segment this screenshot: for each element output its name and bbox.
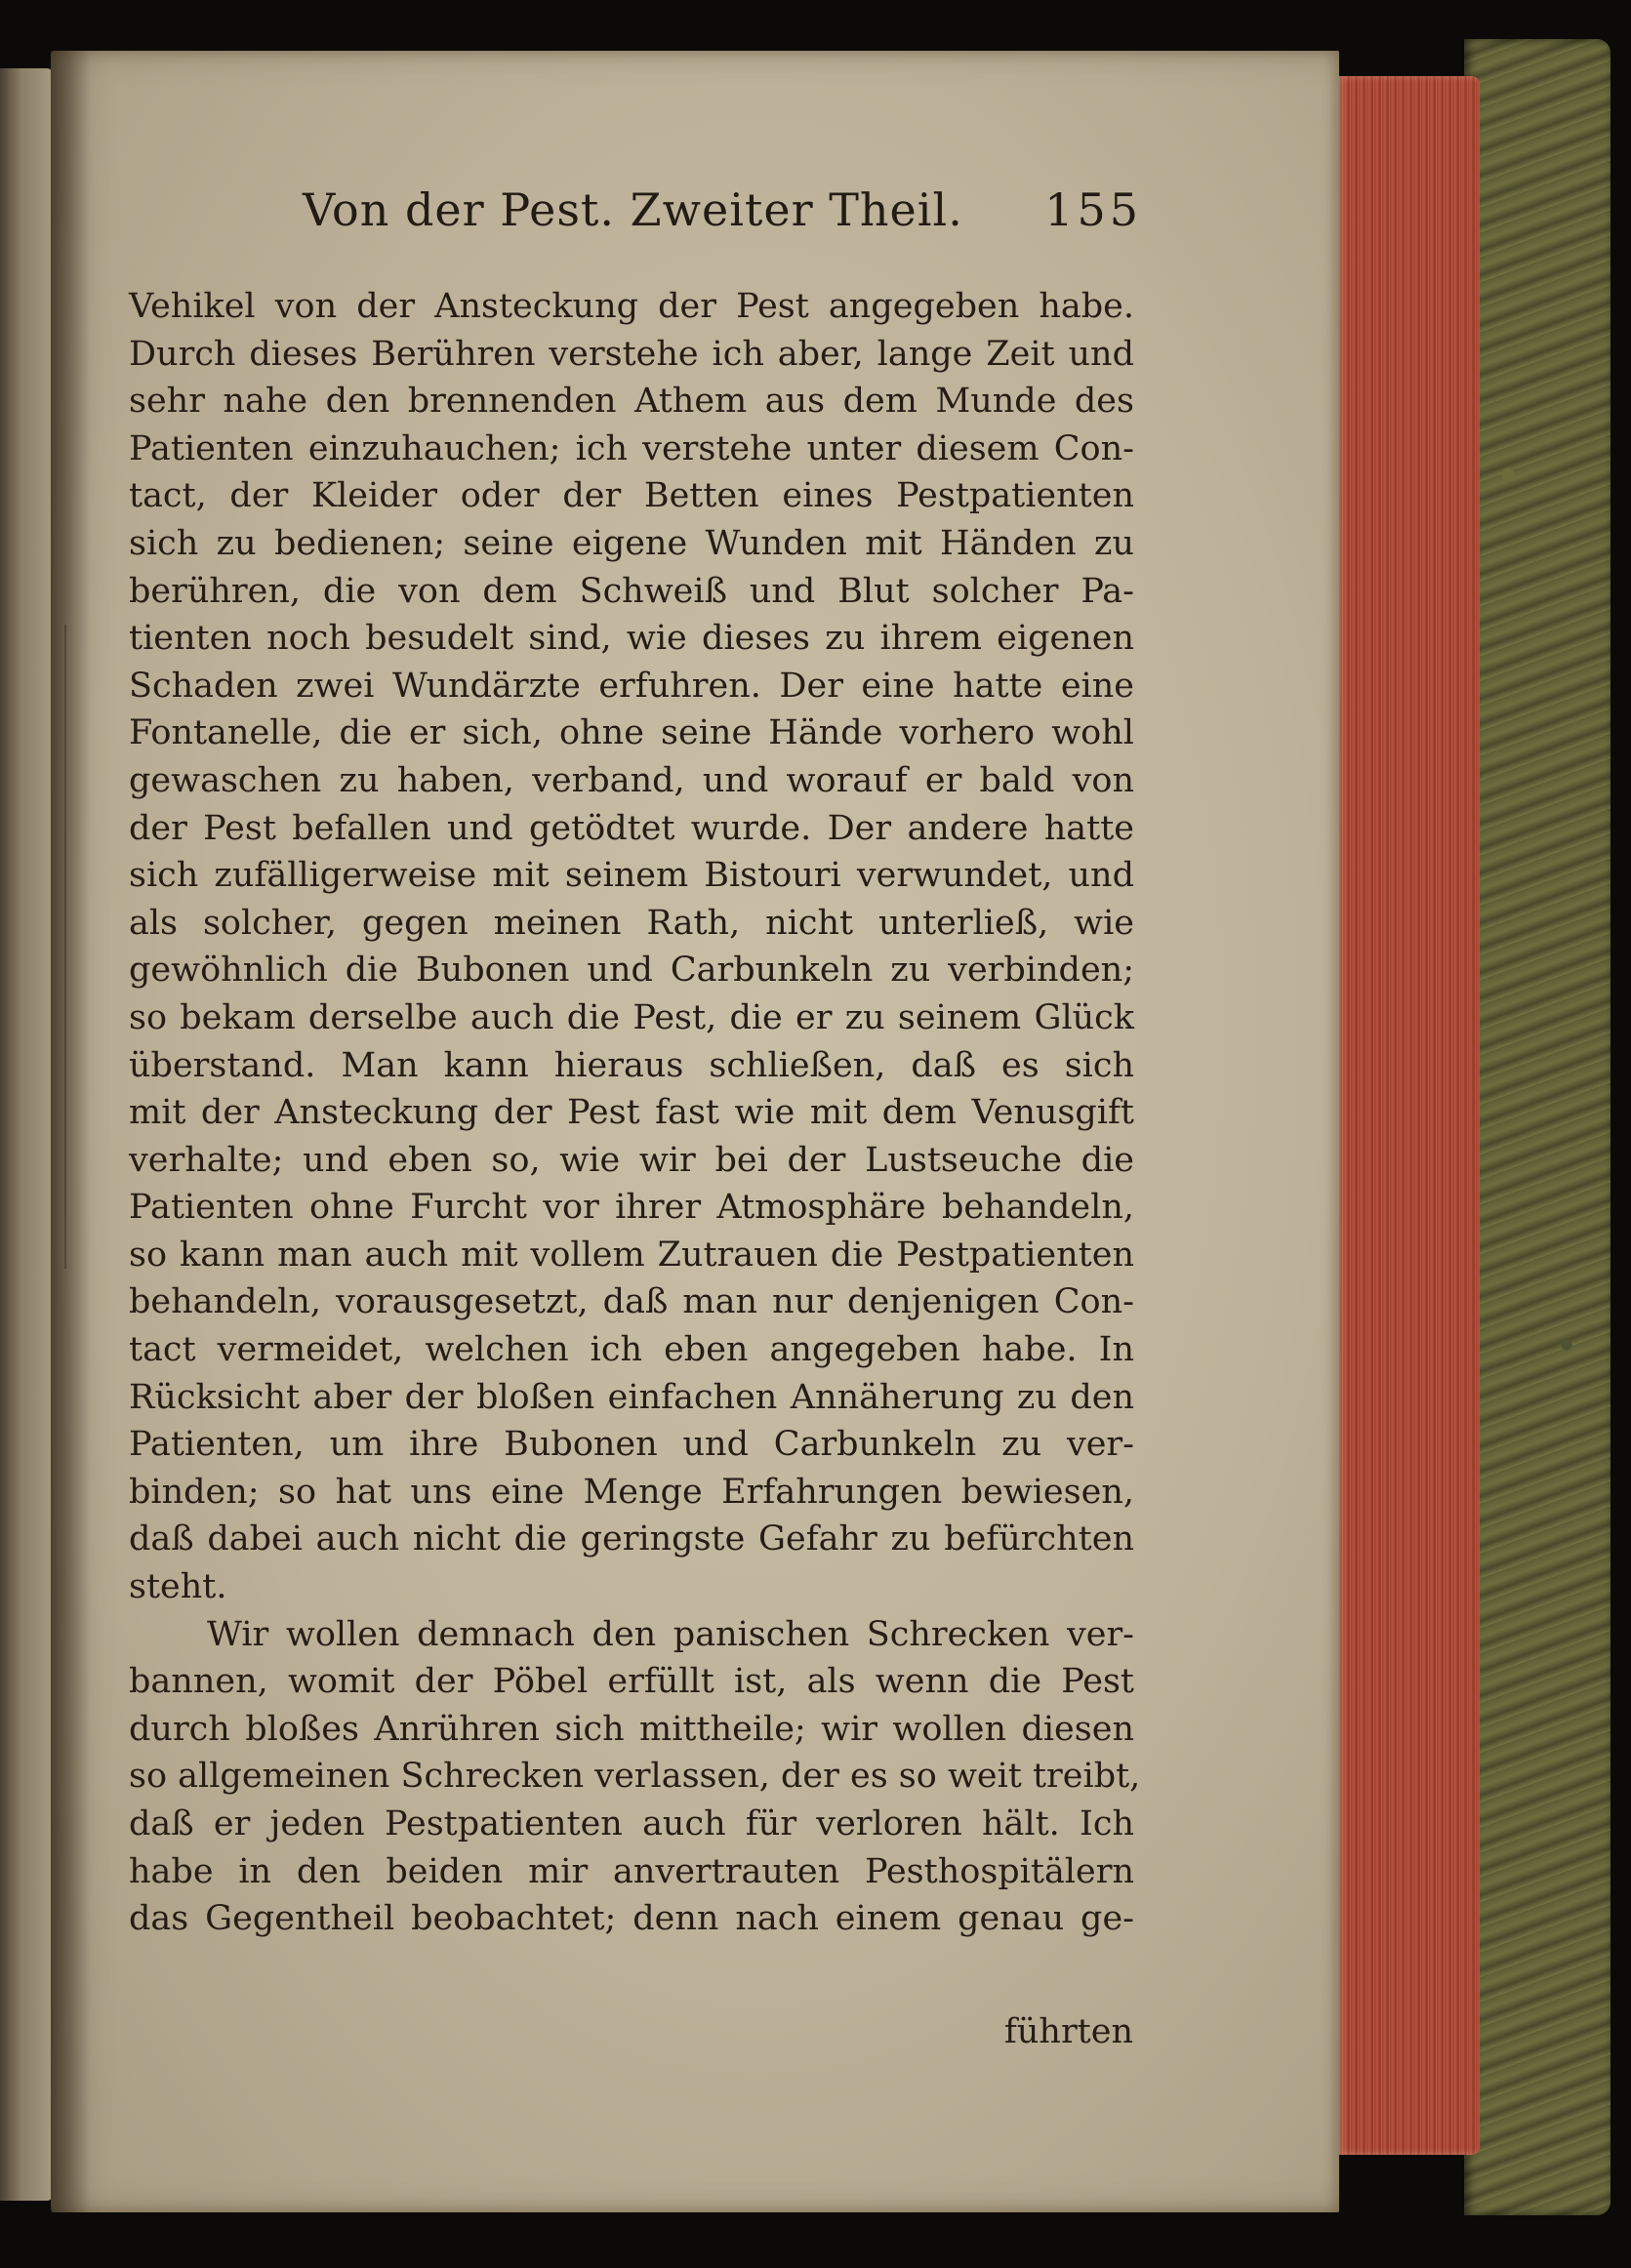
text-line: so kann man auch mit vollem Zutrauen die Pestpatienten [129,1235,1134,1275]
text-line: Wir wollen demnach den panischen Schrecken ver- [207,1614,1134,1654]
text-line: bannen, womit der Pöbel erfüllt ist, als wenn die Pest [129,1662,1134,1702]
text-line: tact, der Kleider oder der Betten eines Pestpatienten [129,476,1134,516]
text-line: tienten noch besudelt sind, wie dieses zu ihrem eigenen [129,619,1134,659]
text-line: Fontanelle, die er sich, ohne seine Hände vorhero wohl [129,713,1134,753]
text-line: durch bloßes Anrühren sich mittheile; wir wollen diesen [129,1709,1134,1749]
text-line: steht. [129,1567,227,1607]
text-line: verhalte; und eben so, wie wir bei der Lustseuche die [129,1140,1134,1180]
text-line: der Pest befallen und getödtet wurde. Der andere hatte [129,808,1134,848]
text-line: so allgemeinen Schrecken verlassen, der es so weit treibt, [129,1757,1141,1797]
text-line: Schaden zwei Wundärzte erfuhren. Der eine hatte eine [129,666,1134,706]
text-line: gewaschen zu haben, verband, und worauf er bald von [129,760,1134,800]
text-line: sehr nahe den brennenden Athem aus dem Munde des [129,382,1134,422]
text-line: Patienten einzuhauchen; ich verstehe unter diesem Con- [129,428,1134,468]
body-text [129,283,1141,1943]
text-line: das Gegentheil beobachtet; denn nach einem genau ge- [129,1899,1134,1939]
page-header [303,183,1142,262]
text-line: als solcher, gegen meinen Rath, nicht unterließ, wie [129,903,1134,943]
text-line: behandeln, vorausgesetzt, daß man nur denjenigen Con- [129,1282,1134,1322]
text-line: Rücksicht aber der bloßen einfachen Annäherung zu den [129,1377,1134,1417]
text-line: sich zufälligerweise mit seinem Bistouri verwundet, und [129,856,1134,896]
text-line: mit der Ansteckung der Pest fast wie mit dem Venusgift [129,1093,1134,1133]
text-line: binden; so hat uns eine Menge Erfahrungen bewiesen, [129,1472,1134,1512]
text-line: habe in den beiden mir anvertrauten Pesthospitälern [129,1851,1134,1891]
marbled-cover [1464,39,1611,2215]
text-line: berühren, die von dem Schweiß und Blut solcher Pa- [129,571,1134,611]
text-line: sich zu bedienen; seine eigene Wunden mit Händen zu [129,523,1134,563]
page-number: 155 [1044,183,1142,236]
page-gutter-shadow [51,51,90,2212]
text-line: gewöhnlich die Bubonen und Carbunkeln zu verbinden; [129,951,1134,991]
catchword: führten [1003,2012,1133,2051]
text-line: Patienten, um ihre Bubonen und Carbunkeln zu ver- [129,1425,1134,1465]
text-line: daß er jeden Pestpatienten auch für verloren hält. Ich [129,1804,1134,1843]
text-line: tact vermeidet, welchen ich eben angegeben habe. In [129,1330,1134,1370]
red-page-edges [1335,76,1480,2155]
running-title: Von der Pest. Zweiter Theil. [303,183,963,236]
text-line: Vehikel von der Ansteckung der Pest angegeben habe. [129,287,1134,326]
margin-mark [64,625,70,1269]
text-line: Patienten ohne Furcht vor ihrer Atmosphäre behandeln, [129,1188,1134,1228]
previous-page-edge [0,68,53,2201]
text-line: überstand. Man kann hieraus schließen, daß es sich [129,1045,1134,1085]
text-line: daß dabei auch nicht die geringste Gefahr zu befürchten [129,1519,1134,1559]
text-line: so bekam derselbe auch die Pest, die er zu seinem Glück [129,997,1134,1037]
text-line: Durch dieses Berühren verstehe ich aber, lange Zeit und [129,334,1134,374]
